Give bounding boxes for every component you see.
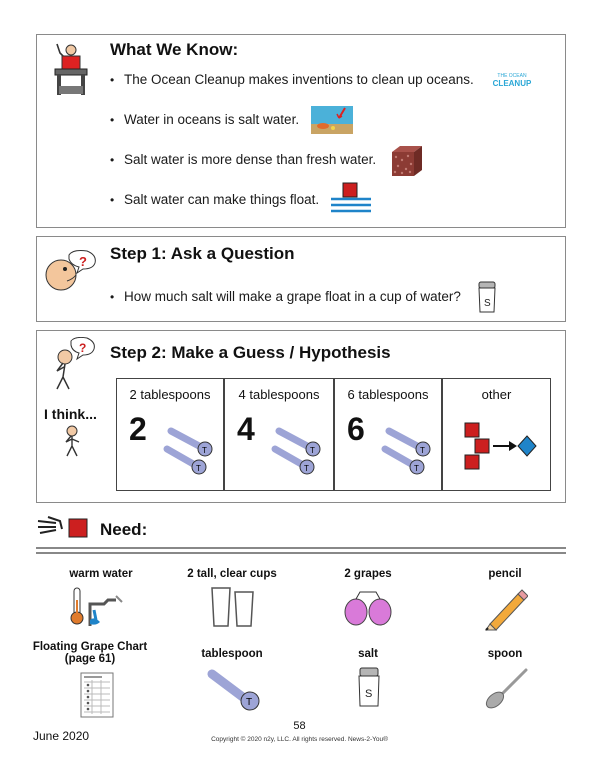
i-think-label: I think...	[44, 406, 97, 422]
list-item	[110, 72, 474, 87]
question-line	[110, 289, 461, 304]
teacher-icon	[51, 41, 91, 99]
step2-title: Step 2: Make a Guess / Hypothesis	[110, 343, 391, 362]
thermometer-faucet-icon	[70, 586, 126, 626]
fact-text: Salt water is more dense than fresh water.	[124, 152, 377, 167]
hypothesis-option-other[interactable]	[442, 378, 551, 491]
need-item-warm-water	[46, 568, 156, 580]
svg-text:T: T	[202, 446, 207, 455]
question-text: How much salt will make a grape float in a cup of water?	[124, 289, 461, 304]
question-face-icon	[43, 249, 99, 293]
svg-text:T: T	[420, 446, 425, 455]
need-item-label: 2 tall, clear cups	[187, 568, 277, 580]
need-item-cups	[177, 568, 287, 580]
need-item-grapes	[313, 568, 423, 580]
ocean-cleanup-logo	[492, 72, 532, 88]
option-label: other	[481, 387, 512, 402]
need-item-tablespoon	[177, 648, 287, 660]
thinking-kid-icon	[62, 424, 84, 458]
need-item-label: Floating Grape Chart (page 61)	[32, 641, 148, 665]
what-we-know-title: What We Know:	[110, 40, 239, 59]
tablespoons-icon	[269, 427, 329, 477]
hypothesis-option-6[interactable]	[334, 378, 442, 491]
hypothesis-option-2[interactable]	[116, 378, 224, 491]
tablespoons-icon	[379, 427, 439, 477]
ocean-water-icon	[311, 106, 353, 134]
other-shapes-icon	[461, 419, 537, 475]
need-item-label: tablespoon	[201, 648, 263, 660]
hand-block-icon	[36, 513, 92, 541]
copyright: Copyright © 2020 n2y, LLC. All rights reserved. News-2-You®	[211, 736, 388, 743]
bullet: •	[110, 72, 115, 87]
bullet: •	[110, 112, 115, 127]
floating-block-icon	[330, 181, 372, 217]
page-number: 58	[293, 720, 306, 732]
hypothesis-option-4[interactable]	[224, 378, 334, 491]
fact-text: Salt water can make things float.	[124, 192, 320, 207]
list-item	[110, 152, 376, 167]
logo-text-2: CLEANUP	[492, 79, 532, 88]
option-label: 2 tablespoons	[129, 387, 211, 402]
spoon-icon	[482, 666, 532, 710]
svg-text:S: S	[484, 298, 491, 309]
need-title: Need:	[100, 520, 148, 539]
need-divider	[36, 547, 566, 554]
svg-text:?: ?	[79, 341, 87, 355]
salt-shaker-icon	[356, 666, 382, 708]
need-item-label: 2 grapes	[344, 568, 392, 580]
dense-cube-icon	[390, 144, 424, 178]
option-number: 2	[129, 411, 147, 447]
need-item-label: pencil	[488, 568, 522, 580]
svg-text:T: T	[304, 464, 309, 473]
need-item-salt	[313, 648, 423, 660]
fact-text: The Ocean Cleanup makes inventions to clean up oceans.	[124, 72, 474, 87]
salt-shaker-icon	[476, 280, 498, 314]
need-item-pencil	[450, 568, 560, 580]
list-item	[110, 192, 319, 207]
need-item-label: salt	[358, 648, 378, 660]
bullet: •	[110, 152, 115, 167]
svg-text:T: T	[196, 464, 201, 473]
chart-thumbnail-icon	[80, 672, 114, 718]
svg-text:T: T	[310, 446, 315, 455]
need-item-label: spoon	[487, 648, 523, 660]
tablespoon-icon	[206, 668, 264, 712]
option-number: 6	[347, 411, 365, 447]
list-item	[110, 112, 299, 127]
footer-date: June 2020	[33, 729, 90, 743]
need-item-spoon	[450, 648, 560, 660]
bullet: •	[110, 192, 115, 207]
option-label: 4 tablespoons	[238, 387, 320, 402]
option-label: 6 tablespoons	[347, 387, 429, 402]
bullet: •	[110, 289, 115, 304]
option-number: 4	[237, 411, 255, 447]
fact-text: Water in oceans is salt water.	[124, 112, 300, 127]
pencil-icon	[482, 586, 528, 632]
step1-title: Step 1: Ask a Question	[110, 244, 295, 263]
grapes-icon	[342, 588, 394, 628]
need-item-chart	[30, 641, 150, 665]
svg-text:T: T	[414, 464, 419, 473]
svg-text:S: S	[365, 688, 373, 700]
tablespoons-icon	[161, 427, 221, 477]
thinking-person-icon	[47, 337, 97, 393]
cups-icon	[210, 586, 256, 628]
svg-text:?: ?	[79, 254, 87, 269]
logo-text-1: THE OCEAN	[497, 73, 527, 79]
svg-text:T: T	[246, 697, 253, 708]
need-item-label: warm water	[69, 568, 133, 580]
